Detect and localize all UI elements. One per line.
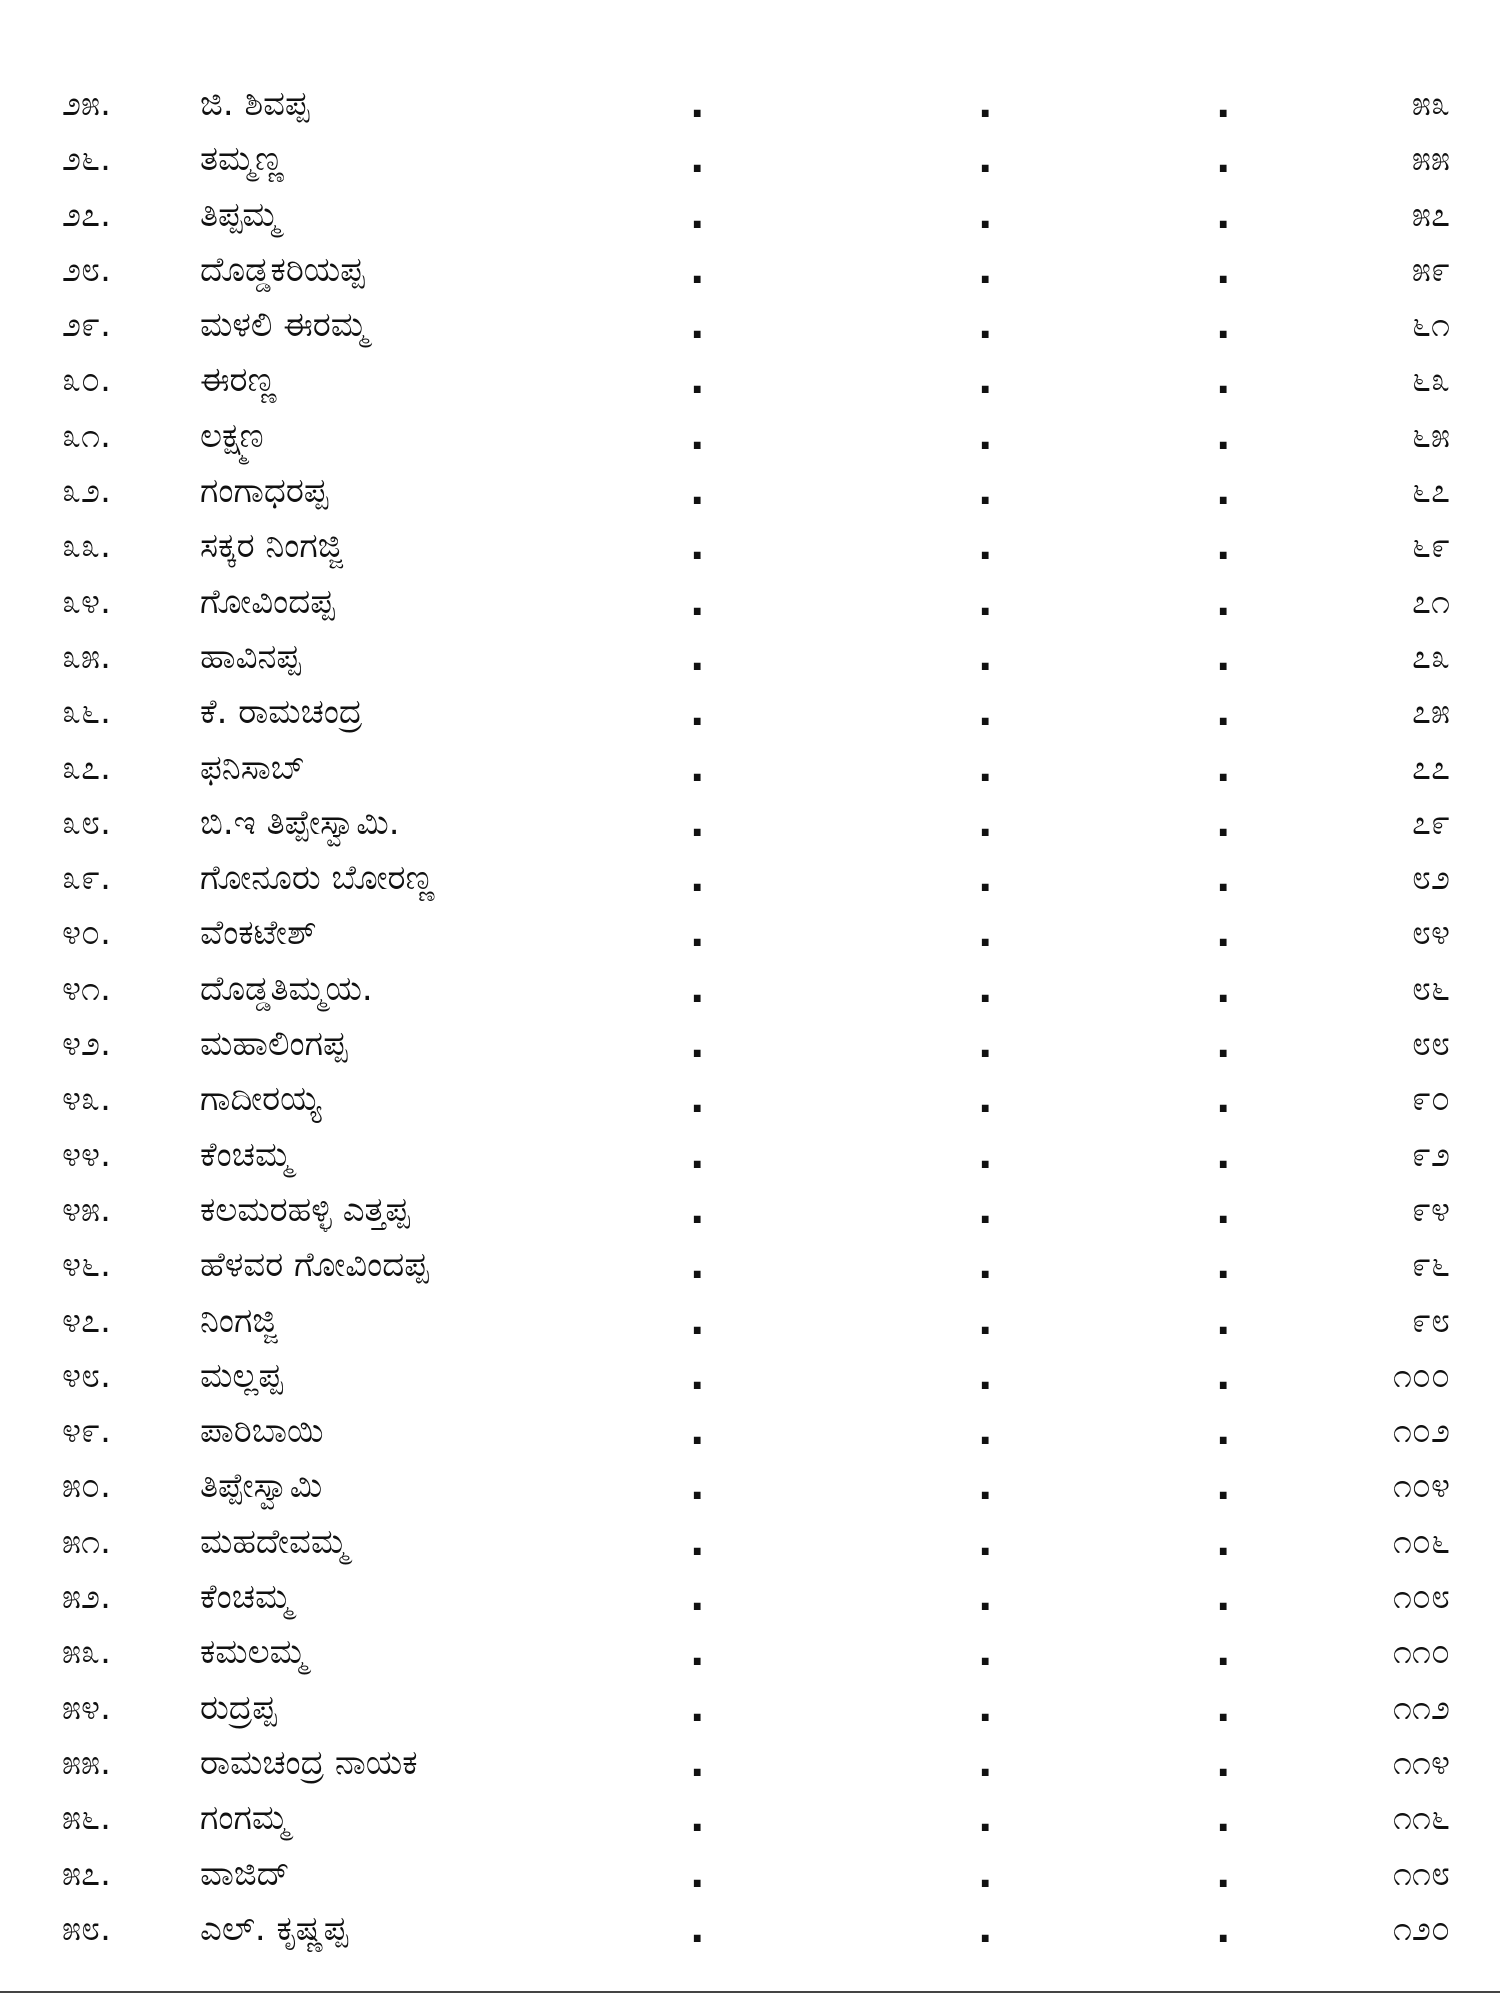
leader-dot: . [690, 1132, 705, 1177]
contents-entry [0, 524, 1500, 579]
contents-entry [0, 856, 1500, 911]
leader-dot: . [1216, 358, 1231, 403]
leader-dot: . [690, 1353, 705, 1398]
leader-dot: . [978, 192, 993, 237]
contents-entry [0, 746, 1500, 801]
leader-dot: . [690, 690, 705, 735]
leader-dot: . [978, 856, 993, 901]
leader-dot: . [1216, 1022, 1231, 1067]
contents-entry [0, 1243, 1500, 1298]
entry-number: ೨೬. [62, 139, 111, 180]
entry-number: ೪೮. [62, 1355, 111, 1396]
leader-dot: . [690, 856, 705, 901]
entry-page: ೧೧೦ [1392, 1632, 1450, 1673]
leader-dot: . [978, 1464, 993, 1509]
contents-entry [0, 82, 1500, 137]
contents-entry [0, 690, 1500, 745]
entry-page: ೬೭ [1411, 471, 1450, 512]
leader-dot: . [978, 82, 993, 126]
leader-dot: . [1216, 690, 1231, 735]
leader-dot: . [690, 137, 705, 182]
leader-dot: . [978, 358, 993, 403]
leader-dot: . [978, 634, 993, 679]
contents-entry [0, 1188, 1500, 1243]
leader-dot: . [1216, 1685, 1231, 1730]
leader-dot: . [978, 1851, 993, 1896]
leader-dot: . [1216, 247, 1231, 292]
leader-dot: . [690, 1298, 705, 1343]
leader-dot: . [978, 1077, 993, 1122]
entry-title: ತಿಪ್ಪೇಸ್ವಾಮಿ [200, 1466, 323, 1507]
entry-number: ೪೨. [62, 1024, 111, 1065]
contents-entry [0, 1409, 1500, 1464]
leader-dot: . [978, 247, 993, 292]
entry-title: ಗಂಗಮ್ಮ [200, 1798, 289, 1839]
leader-dot: . [690, 966, 705, 1011]
leader-dot: . [690, 800, 705, 845]
entry-number: ೫೦. [62, 1466, 111, 1507]
leader-dot: . [978, 1243, 993, 1288]
leader-dot: . [690, 358, 705, 403]
entry-page: ೧೦೬ [1392, 1521, 1450, 1562]
leader-dot: . [1216, 1409, 1231, 1454]
entry-page: ೬೩ [1411, 360, 1450, 401]
entry-title: ಪಾರಿಬಾಯಿ [200, 1411, 324, 1452]
entry-number: ೫೪. [62, 1687, 111, 1728]
entry-number: ೨೮. [62, 249, 111, 290]
entry-title: ಗಾದೀರಯ್ಯ [200, 1079, 322, 1120]
leader-dot: . [690, 192, 705, 237]
leader-dot: . [1216, 1077, 1231, 1122]
leader-dot: . [1216, 1187, 1231, 1232]
entry-page: ೮೪ [1411, 913, 1450, 954]
entry-title: ಲಕ್ಷ್ಮಣ [200, 415, 264, 456]
entry-title: ಬಿ.ಇ ತಿಪ್ಪೇಸ್ವಾಮಿ. [200, 802, 400, 843]
entry-title: ಕೆ. ರಾಮಚಂದ್ರ [200, 692, 363, 733]
leader-dot: . [690, 303, 705, 348]
leader-dot: . [1216, 966, 1231, 1011]
leader-dot: . [978, 1906, 993, 1951]
contents-entry [0, 1133, 1500, 1188]
leader-dot: . [1216, 1519, 1231, 1564]
entry-number: ೫೫. [62, 1742, 111, 1783]
leader-dot: . [690, 745, 705, 790]
entry-title: ನಿಂಗಜ್ಜಿ [200, 1300, 278, 1341]
entry-number: ೩೭. [62, 747, 111, 788]
leader-dot: . [1216, 579, 1231, 624]
entry-page: ೧೨೦ [1392, 1908, 1450, 1949]
contents-entry [0, 358, 1500, 413]
leader-dot: . [690, 247, 705, 292]
contents-entry [0, 1907, 1500, 1962]
leader-dot: . [978, 1740, 993, 1785]
leader-dot: . [978, 1519, 993, 1564]
entry-page: ೫೩ [1411, 84, 1450, 124]
leader-dot: . [978, 1022, 993, 1067]
entry-page: ೫೫ [1411, 139, 1450, 180]
contents-entry [0, 1354, 1500, 1409]
entry-page: ೧೦೪ [1392, 1466, 1450, 1507]
leader-dot: . [690, 1519, 705, 1564]
entry-page: ೭೯ [1411, 802, 1450, 843]
leader-dot: . [978, 1132, 993, 1177]
entry-page: ೫೯ [1411, 249, 1450, 290]
contents-entry [0, 967, 1500, 1022]
entry-page: ೧೦೨ [1392, 1411, 1450, 1452]
leader-dot: . [1216, 303, 1231, 348]
entry-page: ೯೮ [1411, 1300, 1450, 1341]
leader-dot: . [1216, 1298, 1231, 1343]
entry-title: ಗಂಗಾಧರಪ್ಪ [200, 471, 329, 512]
leader-dot: . [1216, 1132, 1231, 1177]
entry-number: ೪೬. [62, 1245, 111, 1286]
leader-dot: . [1216, 911, 1231, 956]
entry-title: ಈರಣ್ಣ [200, 360, 277, 401]
entry-title: ಮಲ್ಲಪ್ಪ [200, 1355, 283, 1396]
entry-title: ರುದ್ರಪ್ಪ [200, 1687, 277, 1728]
contents-entry [0, 137, 1500, 192]
leader-dot: . [690, 1409, 705, 1454]
contents-list [0, 82, 1500, 1962]
contents-entry [0, 1299, 1500, 1354]
contents-entry [0, 1741, 1500, 1796]
entry-title: ಕಮಲಮ್ಮ [200, 1632, 307, 1673]
entry-title: ತಿಪ್ಪಮ್ಮ [200, 194, 280, 235]
leader-dot: . [1216, 82, 1231, 126]
entry-title: ಕೆಂಚಮ್ಮ [200, 1134, 292, 1175]
entry-page: ೧೦೦ [1392, 1355, 1450, 1396]
contents-entry [0, 1077, 1500, 1132]
contents-entry [0, 801, 1500, 856]
leader-dot: . [1216, 1243, 1231, 1288]
entry-number: ೪೪. [62, 1134, 111, 1175]
leader-dot: . [690, 413, 705, 458]
entry-page: ೧೦೮ [1392, 1577, 1450, 1618]
leader-dot: . [1216, 192, 1231, 237]
entry-title: ಗೋವಿಂದಪ್ಪ [200, 581, 335, 622]
entry-title: ದೊಡ್ಡಕರಿಯಪ್ಪ [200, 249, 365, 290]
leader-dot: . [978, 745, 993, 790]
contents-entry [0, 1575, 1500, 1630]
entry-number: ೩೬. [62, 692, 111, 733]
entry-page: ೧೧೪ [1392, 1742, 1450, 1783]
leader-dot: . [690, 1685, 705, 1730]
entry-title: ಸಕ್ಕರ ನಿಂಗಜ್ಜಿ [200, 526, 343, 567]
entry-number: ೪೭. [62, 1300, 111, 1341]
contents-entry [0, 1796, 1500, 1851]
entry-title: ಮಹದೇವಮ್ಮ [200, 1521, 348, 1562]
leader-dot: . [978, 1630, 993, 1675]
leader-dot: . [1216, 634, 1231, 679]
entry-number: ೪೫. [62, 1189, 111, 1230]
leader-dot: . [978, 1409, 993, 1454]
entry-title: ದೊಡ್ಡತಿಮ್ಮಯ. [200, 968, 373, 1009]
leader-dot: . [978, 1685, 993, 1730]
entry-page: ೭೭ [1411, 747, 1450, 788]
entry-number: ೪೯. [62, 1411, 111, 1452]
contents-entry [0, 911, 1500, 966]
entry-page: ೫೭ [1411, 194, 1450, 235]
entry-title: ಗೋನೂರು ಬೋರಣ್ಣ [200, 858, 435, 899]
entry-title: ಕಲಮರಹಳ್ಳಿ ಎತ್ತಪ್ಪ [200, 1189, 410, 1230]
entry-number: ೩೦. [62, 360, 111, 401]
entry-page: ೯೦ [1411, 1079, 1450, 1120]
contents-entry [0, 414, 1500, 469]
leader-dot: . [690, 469, 705, 514]
leader-dot: . [690, 1243, 705, 1288]
leader-dot: . [978, 1575, 993, 1620]
leader-dot: . [1216, 1906, 1231, 1951]
entry-number: ೩೨. [62, 471, 111, 512]
contents-entry [0, 303, 1500, 358]
leader-dot: . [1216, 524, 1231, 569]
entry-number: ೨೭. [62, 194, 111, 235]
entry-number: ೫೩. [62, 1632, 111, 1673]
entry-title: ಕೆಂಚಮ್ಮ [200, 1577, 292, 1618]
entry-number: ೫೬. [62, 1798, 111, 1839]
entry-page: ೯೬ [1411, 1245, 1450, 1286]
leader-dot: . [978, 413, 993, 458]
leader-dot: . [1216, 1796, 1231, 1841]
entry-title: ಮಹಾಲಿಂಗಪ್ಪ [200, 1024, 348, 1065]
entry-page: ೯೨ [1411, 1134, 1450, 1175]
contents-entry [0, 1686, 1500, 1741]
leader-dot: . [1216, 1353, 1231, 1398]
entry-number: ೩೪. [62, 581, 111, 622]
contents-entry [0, 580, 1500, 635]
entry-number: ೫೮. [62, 1908, 111, 1949]
leader-dot: . [690, 1464, 705, 1509]
leader-dot: . [978, 137, 993, 182]
entry-page: ೯೪ [1411, 1189, 1450, 1230]
entry-title: ತಮ್ಮಣ್ಣ [200, 139, 284, 180]
leader-dot: . [978, 911, 993, 956]
leader-dot: . [1216, 1575, 1231, 1620]
entry-title: ವಾಜಿದ್ [200, 1853, 290, 1894]
contents-entry [0, 1464, 1500, 1519]
entry-number: ೩೯. [62, 858, 111, 899]
contents-entry [0, 1022, 1500, 1077]
entry-number: ೩೮. [62, 802, 111, 843]
entry-page: ೮೨ [1411, 858, 1450, 899]
leader-dot: . [1216, 1464, 1231, 1509]
leader-dot: . [978, 690, 993, 735]
leader-dot: . [978, 469, 993, 514]
contents-entry [0, 1630, 1500, 1685]
bottom-rule [0, 1991, 1500, 1993]
leader-dot: . [978, 800, 993, 845]
leader-dot: . [690, 1630, 705, 1675]
leader-dot: . [1216, 1630, 1231, 1675]
entry-number: ೨೯. [62, 305, 111, 346]
leader-dot: . [978, 579, 993, 624]
leader-dot: . [1216, 413, 1231, 458]
contents-entry [0, 1520, 1500, 1575]
leader-dot: . [690, 1740, 705, 1785]
entry-page: ೬೧ [1411, 305, 1450, 346]
leader-dot: . [690, 1022, 705, 1067]
entry-number: ೩೧. [62, 415, 111, 456]
entry-number: ೫೧. [62, 1521, 111, 1562]
entry-page: ೭೩ [1411, 636, 1450, 677]
leader-dot: . [690, 634, 705, 679]
entry-number: ೫೨. [62, 1577, 111, 1618]
entry-number: ೩೫. [62, 636, 111, 677]
entry-page: ೧೧೬ [1392, 1798, 1450, 1839]
contents-entry [0, 248, 1500, 303]
entry-number: ೪೧. [62, 968, 111, 1009]
leader-dot: . [690, 1187, 705, 1232]
leader-dot: . [1216, 745, 1231, 790]
leader-dot: . [1216, 800, 1231, 845]
entry-page: ೮೮ [1411, 1024, 1450, 1065]
leader-dot: . [978, 966, 993, 1011]
entry-number: ೫೭. [62, 1853, 111, 1894]
leader-dot: . [1216, 1740, 1231, 1785]
leader-dot: . [690, 1906, 705, 1951]
contents-entry [0, 469, 1500, 524]
leader-dot: . [690, 1575, 705, 1620]
leader-dot: . [1216, 856, 1231, 901]
entry-page: ೧೧೨ [1392, 1687, 1450, 1728]
leader-dot: . [690, 82, 705, 126]
entry-number: ೪೦. [62, 913, 111, 954]
leader-dot: . [978, 1298, 993, 1343]
leader-dot: . [1216, 1851, 1231, 1896]
leader-dot: . [978, 303, 993, 348]
entry-title: ಮಳಲಿ ಈರಮ್ಮ [200, 305, 368, 346]
entry-title: ಜಿ. ಶಿವಪ್ಪ [200, 84, 310, 124]
entry-title: ರಾಮಚಂದ್ರ ನಾಯಕ [200, 1742, 418, 1783]
entry-page: ೭೧ [1411, 581, 1450, 622]
leader-dot: . [690, 911, 705, 956]
leader-dot: . [690, 1851, 705, 1896]
leader-dot: . [1216, 469, 1231, 514]
entry-title: ಹೆಳವರ ಗೋವಿಂದಪ್ಪ [200, 1245, 429, 1286]
entry-number: ೩೩. [62, 526, 111, 567]
leader-dot: . [978, 1187, 993, 1232]
contents-entry [0, 193, 1500, 248]
leader-dot: . [1216, 137, 1231, 182]
entry-title: ಎಲ್. ಕೃಷ್ಣಪ್ಪ [200, 1908, 349, 1949]
contents-entry [0, 635, 1500, 690]
entry-page: ೧೧೮ [1392, 1853, 1450, 1894]
entry-page: ೬೯ [1411, 526, 1450, 567]
leader-dot: . [690, 1077, 705, 1122]
entry-page: ೬೫ [1411, 415, 1450, 456]
entry-page: ೭೫ [1411, 692, 1450, 733]
leader-dot: . [978, 524, 993, 569]
entry-title: ಹಾವಿನಪ್ಪ [200, 636, 301, 677]
entry-number: ೨೫. [62, 84, 111, 124]
leader-dot: . [690, 1796, 705, 1841]
entry-title: ವೆಂಕಟೇಶ್ [200, 913, 317, 954]
entry-number: ೪೩. [62, 1079, 111, 1120]
leader-dot: . [690, 579, 705, 624]
contents-entry [0, 1852, 1500, 1907]
entry-page: ೮೬ [1411, 968, 1450, 1009]
leader-dot: . [978, 1353, 993, 1398]
leader-dot: . [978, 1796, 993, 1841]
leader-dot: . [690, 524, 705, 569]
entry-title: ಫನಿಸಾಬ್ [200, 747, 305, 788]
